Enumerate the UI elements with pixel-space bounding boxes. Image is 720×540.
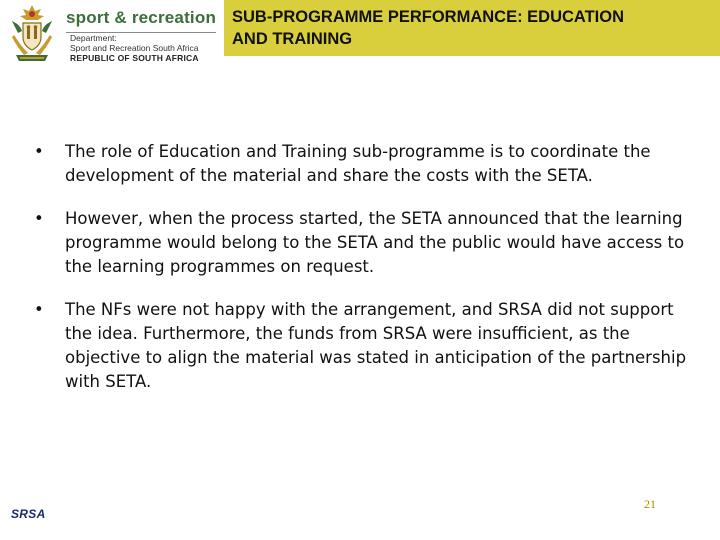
bullet-text: The NFs were not happy with the arrangement, and SRSA did not support the idea. Furthermore, the funds from SRSA were insufficient, as the objective to align the material was stated in anticipation of the partnership with SETA.: [65, 300, 687, 391]
logo-country: REPUBLIC OF SOUTH AFRICA: [70, 53, 199, 63]
bullet-symbol: •: [34, 300, 44, 319]
bullet-item: [34, 140, 705, 188]
bullet-text: However, when the process started, the SETA announced that the learning programme would belong to the SETA and the public would have access to the learning programmes on request.: [65, 209, 685, 276]
slide-body: [34, 140, 694, 413]
bullet-symbol: •: [34, 142, 44, 161]
coat-of-arms-icon: [6, 3, 58, 65]
slide-title-box: [224, 0, 720, 56]
logo-department: [70, 34, 199, 53]
bullet-list: [34, 140, 694, 394]
slide-title: SUB-PROGRAMME PERFORMANCE: EDUCATION AND TRAINING: [232, 8, 625, 48]
bullet-symbol: •: [34, 209, 44, 228]
bullet-item: [34, 207, 705, 279]
slide-header: [0, 0, 720, 70]
logo-brand-text: sport & recreation: [66, 8, 217, 27]
logo-department-line2: Sport and Recreation South Africa: [70, 42, 199, 53]
logo-department-line1: Department:: [70, 33, 117, 43]
footer-organization: SRSA: [11, 507, 46, 521]
sport-and-recreation-logo: [6, 2, 221, 66]
bullet-text: The role of Education and Training sub-programme is to coordinate the development of the material and share the costs with the SETA.: [65, 142, 651, 185]
bullet-item: [34, 298, 705, 394]
page-number: 21: [644, 497, 656, 511]
